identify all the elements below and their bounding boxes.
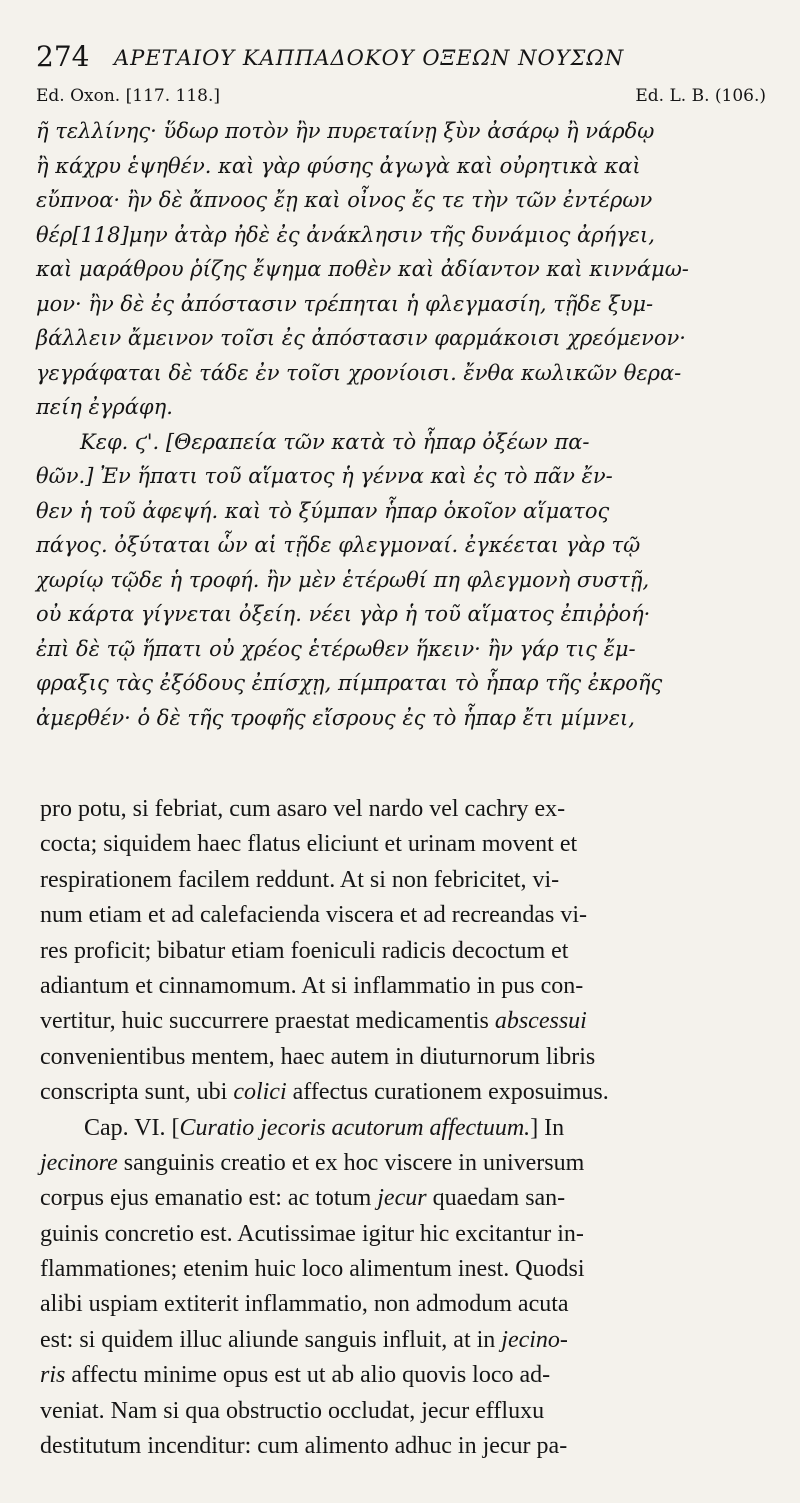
greek-text-line: οὐ κάρτα γίγνεται ὀξείη. νέει γὰρ ἡ τοῦ αἵματος ἐπιῤῥοή·: [36, 602, 651, 626]
latin-text-line: [40, 1075, 770, 1110]
text-segment: guinis concretio est. Acutissimae igitur hic excitantur in-: [40, 1220, 584, 1247]
latin-text-line: [40, 934, 770, 969]
italic-term: jecino-: [501, 1326, 568, 1353]
greek-text-line: βάλλειν ἄμεινον τοῖσι ἐς ἀπόστασιν φαρμάκοισι χρεόμενον·: [36, 326, 686, 350]
greek-text-block: [36, 114, 766, 735]
text-segment: res proficit; bibatur etiam foeniculi radicis decoctum et: [40, 937, 569, 964]
italic-term: colici: [233, 1079, 287, 1106]
greek-text-line: Κεφ. ϛ'. [Θεραπεία τῶν κατὰ τὸ ἧπαρ ὀξέων πα-: [80, 429, 590, 454]
text-segment: sanguinis creatio et ex hoc viscere in universum: [117, 1149, 585, 1176]
latin-text-line: [40, 1287, 770, 1322]
greek-text-line: γεγράφαται δὲ τάδε ἐν τοῖσι χρονίοισι. ἔνθα κωλικῶν θερα-: [36, 360, 682, 385]
latin-text-line: [40, 969, 770, 1004]
text-segment: flammationes; etenim huic loco alimentum inest. Quodsi: [40, 1256, 585, 1283]
greek-text-line: χωρίῳ τῷδε ἡ τροφή. ἢν μὲν ἑτέρωθί πη φλεγμονὴ συστῇ,: [36, 567, 650, 592]
latin-text-line: [40, 1429, 770, 1464]
italic-term: ris: [40, 1362, 66, 1389]
greek-text-line: εὔπνοα· ἢν δὲ ἄπνοος ἔῃ καὶ οἶνος ἔς τε τὴν τῶν ἐντέρων: [36, 188, 653, 212]
latin-text-line: [40, 1252, 770, 1287]
greek-text-line: μον· ἢν δὲ ἐς ἀπόστασιν τρέπηται ἡ φλεγμασίη, τῇδε ξυμ-: [36, 291, 654, 316]
greek-text-line: καὶ μαράθρου ῥίζης ἔψημα ποθὲν καὶ ἀδίαντον καὶ κιννάμω-: [36, 257, 689, 281]
text-segment: respirationem facilem reddunt. At si non febricitet, vi-: [40, 866, 560, 893]
text-segment: ] In: [530, 1114, 565, 1141]
latin-text-line: [40, 792, 770, 827]
greek-text-line: φραξις τὰς ἐξόδους ἐπίσχῃ, πίμπραται τὸ ἧπαρ τῆς ἐκροῆς: [36, 671, 663, 695]
latin-text-line: [40, 1358, 770, 1393]
latin-text-line: [40, 1004, 770, 1039]
page-number: 274: [36, 40, 90, 73]
text-segment: vertitur, huic succurrere praestat medicamentis: [40, 1008, 495, 1035]
text-segment: conscripta sunt, ubi: [40, 1079, 234, 1106]
text-segment: est: si quidem illuc aliunde sanguis influit, at in: [40, 1326, 502, 1353]
latin-text-line: [40, 827, 770, 862]
running-head: [36, 40, 766, 80]
greek-text-line: πείη ἐγράφη.: [36, 395, 173, 419]
latin-text-line: [40, 1111, 770, 1146]
text-segment: destitutum incenditur: cum alimento adhuc in jecur pa-: [40, 1433, 568, 1460]
italic-term: Curatio jecoris acutorum affectuum.: [179, 1114, 531, 1141]
text-segment: num etiam et ad calefacienda viscera et ad recreandas vi-: [40, 902, 588, 929]
latin-text-line: [40, 898, 770, 933]
text-segment: pro potu, si febriat, cum asaro vel nardo vel cachry ex-: [40, 796, 566, 822]
greek-text-line: θεν ἡ τοῦ ἀφεψή. καὶ τὸ ξύμπαν ἧπαρ ὁκοῖον αἵματος: [36, 498, 610, 523]
latin-text-line: [40, 1040, 770, 1075]
greek-text-line: θῶν.] Ἐν ἥπατι τοῦ αἵματος ἡ γέννα καὶ ἐς τὸ πᾶν ἔν-: [36, 464, 613, 488]
latin-translation-block: [40, 792, 770, 1464]
text-segment: alibi uspiam extiterit inflammatio, non admodum acuta: [40, 1291, 569, 1318]
latin-text-line: [40, 1146, 770, 1181]
latin-text-line: [40, 1217, 770, 1252]
text-segment: veniat. Nam si qua obstructio occludat, jecur effluxu: [40, 1397, 545, 1424]
greek-text-line: πάγος. ὀξύταται ὧν αἱ τῇδε φλεγμοναί. ἐγκέεται γὰρ τῷ: [36, 533, 641, 557]
running-title: ΑΡΕΤΑΙΟΥ ΚΑΠΠΑΔΟΚΟΥ ΟΞΕΩΝ ΝΟΥΣΩΝ: [114, 46, 625, 70]
latin-text-line: [40, 863, 770, 898]
text-segment: Cap. VI. [: [84, 1114, 180, 1141]
latin-text-line: [40, 1323, 770, 1358]
text-segment: convenientibus mentem, haec autem in diuturnorum libris: [40, 1043, 596, 1070]
italic-term: jecinore: [40, 1149, 118, 1176]
edition-oxford: Ed. Oxon. [117. 118.]: [36, 86, 220, 106]
text-segment: affectus curationem exposuimus.: [286, 1079, 609, 1106]
greek-text-line: ἀμερθέν· ὁ δὲ τῆς τροφῆς εἴσρους ἐς τὸ ἧπαρ ἔτι μίμνει,: [36, 705, 635, 730]
text-segment: affectu minime opus est ut ab alio quovis loco ad-: [65, 1362, 551, 1389]
text-segment: corpus ejus emanatio est: ac totum: [40, 1185, 378, 1212]
italic-term: jecur: [377, 1185, 427, 1212]
latin-text-line: [40, 1394, 770, 1429]
greek-text-line: ἢ κάχρυ ἑψηθέν. καὶ γὰρ φύσης ἀγωγὰ καὶ οὐρητικὰ καὶ: [36, 153, 641, 178]
italic-term: abscessui: [494, 1008, 587, 1035]
text-segment: cocta; siquidem haec flatus eliciunt et urinam movent et: [40, 831, 578, 858]
greek-text-line: ἐπὶ δὲ τῷ ἥπατι οὐ χρέος ἑτέρωθεν ἥκειν· ἢν γάρ τις ἔμ-: [36, 636, 636, 661]
text-segment: quaedam san-: [426, 1185, 566, 1212]
latin-text-line: [40, 1181, 770, 1216]
greek-text-line: ῆ τελλίνης· ὕδωρ ποτὸν ἢν πυρεταίνῃ ξὺν ἀσάρῳ ἢ νάρδῳ: [36, 119, 655, 143]
text-segment: adiantum et cinnamomum. At si inflammatio in pus con-: [40, 972, 584, 999]
edition-references: [36, 86, 776, 114]
edition-leiden: Ed. L. B. (106.): [635, 86, 766, 106]
greek-text-line: θέρ[118]μην ἀτὰρ ἠδὲ ἐς ἀνάκλησιν τῆς δυνάμιος ἀρήγει,: [36, 222, 655, 247]
